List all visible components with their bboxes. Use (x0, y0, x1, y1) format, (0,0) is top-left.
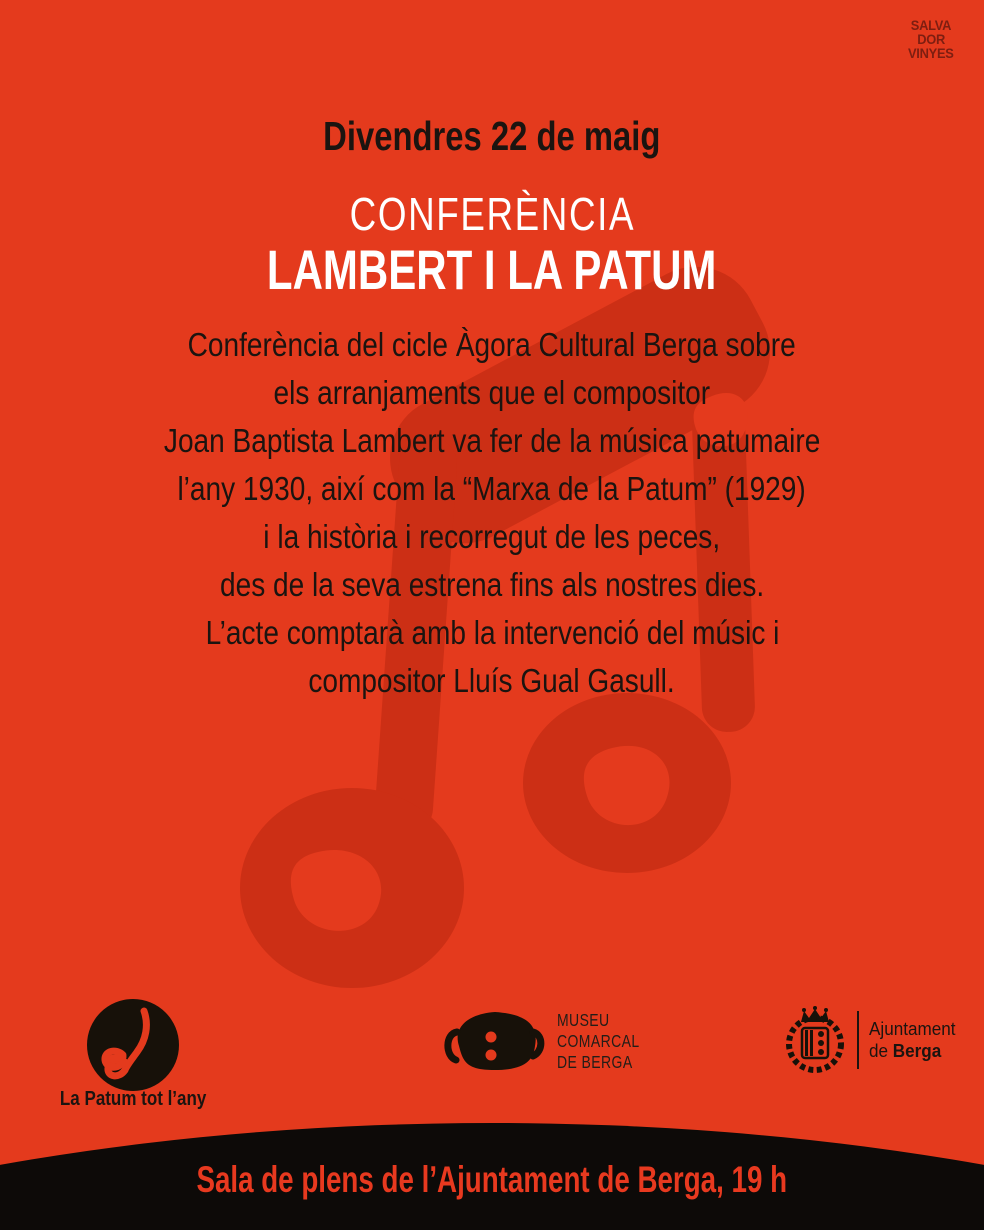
event-description (0, 321, 984, 705)
event-kicker: CONFERÈNCIA (349, 188, 635, 240)
patum-logo-label: La Patum tot l’any (59, 1088, 207, 1110)
museu-logo (443, 1006, 660, 1078)
museu-logo-text: MUSEU COMARCAL DE BERGA (557, 1010, 640, 1072)
ajuntament-logo-text: Ajuntament de Berga (869, 1019, 956, 1061)
salvador-vinyes-stamp (896, 18, 966, 60)
description-line: Conferència del cicle Àgora Cultural Berga sobre (187, 326, 797, 363)
description-line: compositor Lluís Gual Gasull. (308, 662, 676, 699)
logo-divider (857, 1011, 859, 1069)
stamp-line: VINYES (908, 45, 954, 61)
description-line: l’any 1930, així com la “Marxa de la Patum” (1929) (177, 470, 807, 507)
event-title: LAMBERT I LA PATUM (267, 238, 717, 301)
berga-crest-icon (781, 1006, 849, 1074)
museum-vessel-icon (443, 1006, 545, 1078)
stamp-line: SALVA (910, 17, 952, 33)
stamp-line: DOR (917, 31, 945, 47)
patum-note-icon (86, 998, 180, 1092)
description-line: els arranjaments que el compositor (273, 374, 711, 411)
description-line: L’acte comptarà amb la intervenció del músic i (205, 614, 779, 651)
patum-logo (33, 998, 233, 1111)
description-line: Joan Baptista Lambert va fer de la música patumaire (163, 422, 821, 459)
description-line: des de la seva estrena fins als nostres dies. (219, 566, 765, 603)
description-line: i la història i recorregut de les peces, (263, 518, 721, 555)
ajuntament-logo (781, 1006, 960, 1074)
venue-and-time: Sala de plens de l’Ajuntament de Berga, 19 h (196, 1159, 788, 1200)
event-date: Divendres 22 de maig (323, 113, 661, 159)
